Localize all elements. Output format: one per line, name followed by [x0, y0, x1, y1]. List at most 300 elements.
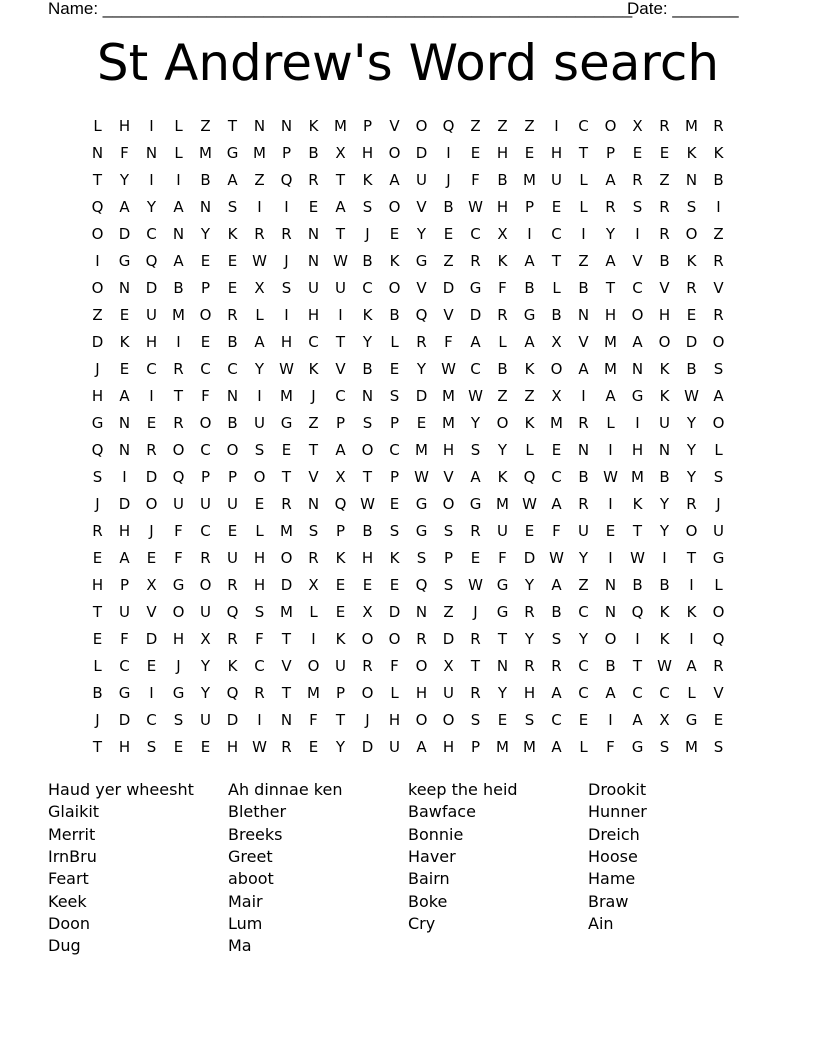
grid-cell: J	[716, 495, 721, 513]
grid-cell: V	[335, 360, 346, 378]
grid-cell: S	[362, 414, 373, 432]
grid-cell: O	[199, 414, 212, 432]
grid-cell: R	[470, 252, 481, 270]
grid-cell: N	[199, 198, 212, 216]
grid-cell: C	[470, 360, 481, 378]
grid-cell: E	[173, 738, 184, 756]
grid-cell: E	[389, 225, 400, 243]
grid-cell: M	[172, 306, 185, 324]
grid-cell: X	[632, 117, 643, 135]
grid-cell: C	[119, 657, 130, 675]
grid-cell: I	[608, 495, 613, 513]
grid-cell: Q	[442, 117, 455, 135]
grid-cell: R	[524, 657, 535, 675]
grid-cell: Y	[605, 225, 616, 243]
grid-cell: Q	[145, 252, 158, 270]
grid-cell: K	[308, 360, 319, 378]
grid-cell: R	[524, 603, 535, 621]
word-list-item: Ah dinnae ken	[228, 780, 343, 799]
grid-cell: Y	[659, 495, 670, 513]
grid-cell: K	[362, 306, 373, 324]
grid-cell: L	[309, 603, 318, 621]
grid-cell: I	[689, 630, 694, 648]
grid-cell: M	[253, 144, 266, 162]
grid-cell: H	[415, 684, 428, 702]
word-list-item: Cry	[408, 913, 436, 933]
grid-cell: E	[281, 441, 292, 459]
word-list-item: Hunner	[588, 802, 647, 822]
grid-cell: T	[335, 171, 346, 189]
grid-cell: P	[200, 468, 211, 486]
grid-cell: H	[253, 576, 266, 594]
grid-cell: R	[713, 306, 724, 324]
grid-cell: B	[362, 252, 373, 270]
grid-cell: W	[252, 252, 267, 270]
grid-cell: E	[308, 738, 319, 756]
grid-cell: H	[226, 738, 239, 756]
grid-cell: K	[713, 144, 724, 162]
grid-cell: C	[200, 522, 211, 540]
grid-cell: L	[687, 684, 696, 702]
grid-cell: A	[605, 171, 616, 189]
grid-cell: I	[662, 549, 667, 567]
grid-cell: D	[469, 306, 482, 324]
grid-cell: M	[685, 738, 698, 756]
grid-cell: J	[365, 225, 370, 243]
grid-cell: K	[524, 414, 535, 432]
grid-cell: I	[149, 171, 154, 189]
grid-cell: N	[145, 144, 158, 162]
grid-cell: S	[686, 198, 697, 216]
grid-cell: N	[685, 171, 698, 189]
grid-cell: M	[280, 387, 293, 405]
grid-cell: D	[685, 333, 698, 351]
grid-cell: U	[335, 657, 346, 675]
word-list-item: Hoose	[588, 846, 638, 866]
grid-cell: X	[335, 144, 346, 162]
grid-cell: P	[281, 144, 292, 162]
grid-cell: W	[684, 387, 699, 405]
grid-cell: A	[551, 684, 562, 702]
grid-cell: H	[550, 144, 563, 162]
grid-cell: E	[497, 711, 508, 729]
grid-cell: P	[335, 684, 346, 702]
grid-cell: T	[578, 144, 589, 162]
grid-cell: C	[551, 711, 562, 729]
grid-cell: T	[281, 630, 292, 648]
word-list-item: Dug	[48, 936, 81, 956]
grid-cell: E	[227, 279, 238, 297]
grid-cell: E	[335, 576, 346, 594]
grid-cell: G	[712, 549, 725, 567]
grid-cell: D	[118, 711, 131, 729]
grid-cell: E	[92, 630, 103, 648]
grid-cell: B	[497, 171, 508, 189]
grid-cell: Z	[200, 117, 211, 135]
date-line: Date: _______	[627, 0, 739, 18]
grid-cell: U	[416, 171, 427, 189]
grid-cell: D	[523, 549, 536, 567]
grid-cell: L	[498, 333, 507, 351]
grid-cell: O	[361, 684, 374, 702]
grid-cell: A	[173, 252, 184, 270]
grid-cell: O	[658, 333, 671, 351]
grid-cell: N	[280, 711, 293, 729]
grid-cell: E	[308, 198, 319, 216]
grid-cell: K	[308, 117, 319, 135]
grid-cell: I	[176, 333, 181, 351]
grid-cell: R	[470, 630, 481, 648]
grid-cell: E	[200, 738, 211, 756]
grid-cell: Y	[119, 171, 130, 189]
grid-cell: K	[497, 468, 508, 486]
grid-cell: R	[308, 549, 319, 567]
grid-cell: F	[444, 333, 453, 351]
grid-cell: O	[199, 576, 212, 594]
grid-cell: U	[308, 279, 319, 297]
grid-cell: P	[119, 576, 130, 594]
grid-cell: K	[335, 549, 346, 567]
grid-cell: I	[311, 630, 316, 648]
grid-cell: G	[172, 576, 185, 594]
grid-cell: U	[119, 603, 130, 621]
grid-cell: R	[308, 171, 319, 189]
grid-cell: V	[713, 684, 724, 702]
grid-cell: D	[226, 711, 239, 729]
grid-cell: U	[200, 603, 211, 621]
grid-cell: N	[307, 252, 320, 270]
grid-cell: E	[416, 414, 427, 432]
grid-cell: R	[416, 630, 427, 648]
grid-cell: G	[91, 414, 104, 432]
grid-cell: E	[146, 549, 157, 567]
word-list-item: Haver	[408, 846, 456, 866]
grid-cell: T	[686, 549, 697, 567]
grid-cell: H	[280, 333, 293, 351]
grid-cell: I	[284, 306, 289, 324]
grid-cell: W	[468, 387, 483, 405]
grid-cell: H	[253, 549, 266, 567]
grid-cell: A	[335, 441, 346, 459]
grid-cell: T	[497, 630, 508, 648]
grid-cell: O	[442, 495, 455, 513]
grid-cell: G	[496, 603, 509, 621]
grid-cell: N	[118, 279, 131, 297]
grid-cell: C	[578, 684, 589, 702]
grid-cell: C	[200, 360, 211, 378]
grid-cell: S	[389, 522, 400, 540]
grid-cell: A	[119, 387, 130, 405]
word-list-item: IrnBru	[48, 846, 97, 866]
grid-cell: Y	[686, 414, 697, 432]
grid-cell: U	[578, 522, 589, 540]
grid-cell: E	[146, 657, 157, 675]
grid-cell: S	[443, 576, 454, 594]
grid-cell: Y	[578, 549, 589, 567]
grid-cell: F	[309, 711, 318, 729]
grid-cell: C	[578, 603, 589, 621]
grid-cell: Y	[362, 333, 373, 351]
grid-cell: B	[659, 468, 670, 486]
grid-cell: M	[604, 333, 617, 351]
grid-cell: H	[145, 333, 158, 351]
grid-cell: S	[470, 441, 481, 459]
grid-cell: U	[254, 414, 265, 432]
grid-cell: B	[686, 360, 697, 378]
grid-cell: L	[606, 414, 615, 432]
grid-cell: T	[173, 387, 184, 405]
grid-cell: Y	[200, 684, 211, 702]
word-list	[48, 779, 768, 979]
grid-cell: K	[389, 252, 400, 270]
grid-cell: Y	[497, 684, 508, 702]
grid-cell: Z	[470, 117, 481, 135]
grid-cell: E	[254, 495, 265, 513]
grid-cell: M	[442, 387, 455, 405]
grid-cell: N	[415, 603, 428, 621]
grid-cell: R	[92, 522, 103, 540]
grid-cell: O	[712, 603, 725, 621]
grid-cell: U	[227, 495, 238, 513]
grid-cell: X	[254, 279, 265, 297]
grid-cell: H	[523, 684, 536, 702]
grid-cell: A	[632, 333, 643, 351]
grid-cell: B	[227, 333, 238, 351]
grid-cell: B	[443, 198, 454, 216]
grid-cell: D	[91, 333, 104, 351]
grid-cell: I	[581, 225, 586, 243]
grid-cell: S	[227, 198, 238, 216]
grid-cell: R	[227, 630, 238, 648]
grid-cell: X	[308, 576, 319, 594]
grid-cell: O	[388, 144, 401, 162]
grid-cell: O	[361, 441, 374, 459]
grid-cell: A	[605, 684, 616, 702]
grid-cell: N	[253, 117, 266, 135]
grid-cell: R	[146, 441, 157, 459]
grid-cell: E	[713, 711, 724, 729]
grid-cell: S	[659, 738, 670, 756]
grid-cell: C	[659, 684, 670, 702]
grid-cell: L	[552, 279, 561, 297]
grid-cell: N	[361, 387, 374, 405]
grid-cell: H	[442, 738, 455, 756]
word-list-item: Breeks	[228, 824, 283, 844]
grid-cell: S	[92, 468, 103, 486]
grid-cell: Q	[91, 198, 104, 216]
grid-cell: D	[118, 225, 131, 243]
grid-cell: T	[227, 117, 238, 135]
grid-cell: L	[174, 117, 183, 135]
grid-cell: Q	[226, 603, 239, 621]
grid-cell: F	[471, 171, 480, 189]
grid-cell: H	[604, 306, 617, 324]
grid-cell: G	[226, 144, 239, 162]
grid-cell: O	[307, 657, 320, 675]
grid-cell: M	[631, 468, 644, 486]
word-list-item: Ain	[588, 913, 614, 933]
grid-cell: O	[280, 549, 293, 567]
grid-cell: S	[524, 711, 535, 729]
grid-cell: N	[604, 603, 617, 621]
grid-cell: V	[389, 117, 400, 135]
grid-cell: R	[200, 549, 211, 567]
grid-cell: I	[284, 198, 289, 216]
grid-cell: S	[254, 603, 265, 621]
grid-cell: R	[281, 738, 292, 756]
grid-cell: O	[388, 630, 401, 648]
grid-cell: O	[604, 117, 617, 135]
grid-cell: S	[416, 549, 427, 567]
grid-cell: L	[255, 522, 264, 540]
grid-cell: L	[714, 441, 723, 459]
grid-cell: G	[469, 495, 482, 513]
grid-cell: N	[118, 441, 131, 459]
grid-cell: I	[635, 225, 640, 243]
grid-cell: O	[712, 414, 725, 432]
grid-cell: N	[280, 117, 293, 135]
grid-cell: B	[551, 603, 562, 621]
grid-cell: S	[632, 198, 643, 216]
grid-cell: P	[470, 738, 481, 756]
grid-cell: A	[389, 171, 400, 189]
grid-cell: W	[252, 738, 267, 756]
grid-cell: G	[415, 522, 428, 540]
grid-cell: A	[254, 333, 265, 351]
grid-cell: I	[446, 144, 451, 162]
grid-cell: E	[335, 603, 346, 621]
grid-cell: K	[227, 225, 238, 243]
grid-cell: V	[443, 468, 454, 486]
grid-cell: P	[389, 468, 400, 486]
grid-cell: G	[469, 279, 482, 297]
grid-cell: M	[685, 117, 698, 135]
grid-cell: Q	[172, 468, 185, 486]
grid-cell: A	[119, 549, 130, 567]
word-list-item: Bonnie	[408, 824, 464, 844]
grid-cell: B	[713, 171, 724, 189]
grid-cell: Z	[308, 414, 319, 432]
grid-cell: D	[442, 630, 455, 648]
grid-cell: L	[93, 117, 102, 135]
grid-cell: I	[338, 306, 343, 324]
grid-cell: D	[280, 576, 293, 594]
word-list-item: keep the heid	[408, 780, 518, 799]
grid-cell: N	[91, 144, 104, 162]
grid-cell: W	[549, 549, 564, 567]
grid-cell: K	[686, 603, 697, 621]
grid-cell: E	[551, 198, 562, 216]
grid-cell: F	[174, 522, 183, 540]
grid-cell: H	[307, 306, 320, 324]
grid-cell: N	[496, 657, 509, 675]
grid-cell: J	[95, 495, 100, 513]
grid-cell: Z	[92, 306, 103, 324]
grid-cell: C	[227, 360, 238, 378]
grid-cell: F	[552, 522, 561, 540]
grid-cell: O	[172, 603, 185, 621]
grid-cell: K	[119, 333, 130, 351]
grid-cell: E	[605, 522, 616, 540]
grid-cell: Z	[254, 171, 265, 189]
grid-cell: Y	[146, 198, 157, 216]
grid-cell: E	[119, 306, 130, 324]
grid-cell: E	[470, 549, 481, 567]
grid-cell: M	[604, 360, 617, 378]
grid-cell: I	[608, 711, 613, 729]
grid-cell: Q	[631, 603, 644, 621]
grid-cell: H	[91, 576, 104, 594]
grid-cell: K	[686, 252, 697, 270]
grid-cell: M	[415, 441, 428, 459]
grid-cell: I	[716, 198, 721, 216]
grid-cell: P	[389, 414, 400, 432]
word-list-item: Drookit	[588, 780, 647, 799]
grid-cell: G	[631, 387, 644, 405]
grid-cell: W	[657, 657, 672, 675]
grid-cell: B	[632, 576, 643, 594]
grid-cell: A	[173, 198, 184, 216]
word-list-item: Mair	[228, 891, 263, 911]
grid-cell: Z	[524, 117, 535, 135]
grid-cell: N	[307, 225, 320, 243]
grid-cell: K	[632, 495, 643, 513]
grid-cell: G	[415, 495, 428, 513]
grid-cell: I	[95, 252, 100, 270]
grid-cell: T	[335, 225, 346, 243]
grid-cell: H	[118, 117, 131, 135]
grid-cell: E	[578, 711, 589, 729]
word-list-item: Hame	[588, 869, 636, 889]
grid-cell: C	[200, 441, 211, 459]
word-list-item: Bawface	[408, 802, 476, 822]
grid-cell: M	[523, 171, 536, 189]
grid-cell: E	[200, 252, 211, 270]
grid-cell: C	[308, 333, 319, 351]
grid-cell: F	[498, 549, 507, 567]
grid-cell: W	[333, 252, 348, 270]
grid-cell: R	[470, 684, 481, 702]
grid-cell: Q	[226, 684, 239, 702]
grid-cell: E	[227, 252, 238, 270]
grid-cell: M	[550, 414, 563, 432]
grid-cell: L	[579, 171, 588, 189]
grid-cell: B	[497, 360, 508, 378]
grid-cell: R	[470, 522, 481, 540]
grid-cell: O	[361, 630, 374, 648]
grid-cell: C	[362, 279, 373, 297]
grid-cell: X	[146, 576, 157, 594]
grid-cell: J	[311, 387, 316, 405]
grid-cell: X	[200, 630, 211, 648]
grid-cell: L	[174, 144, 183, 162]
grid-cell: T	[470, 657, 481, 675]
word-list-item: Boke	[408, 891, 448, 911]
grid-cell: D	[145, 630, 158, 648]
grid-cell: X	[551, 387, 562, 405]
grid-cell: G	[172, 684, 185, 702]
grid-cell: Y	[578, 630, 589, 648]
grid-cell: N	[577, 306, 590, 324]
grid-cell: Z	[578, 576, 589, 594]
grid-cell: L	[390, 684, 399, 702]
grid-cell: N	[172, 225, 185, 243]
grid-cell: Y	[335, 738, 346, 756]
grid-cell: F	[120, 630, 129, 648]
grid-cell: G	[118, 684, 131, 702]
grid-cell: R	[551, 657, 562, 675]
grid-cell: M	[280, 603, 293, 621]
